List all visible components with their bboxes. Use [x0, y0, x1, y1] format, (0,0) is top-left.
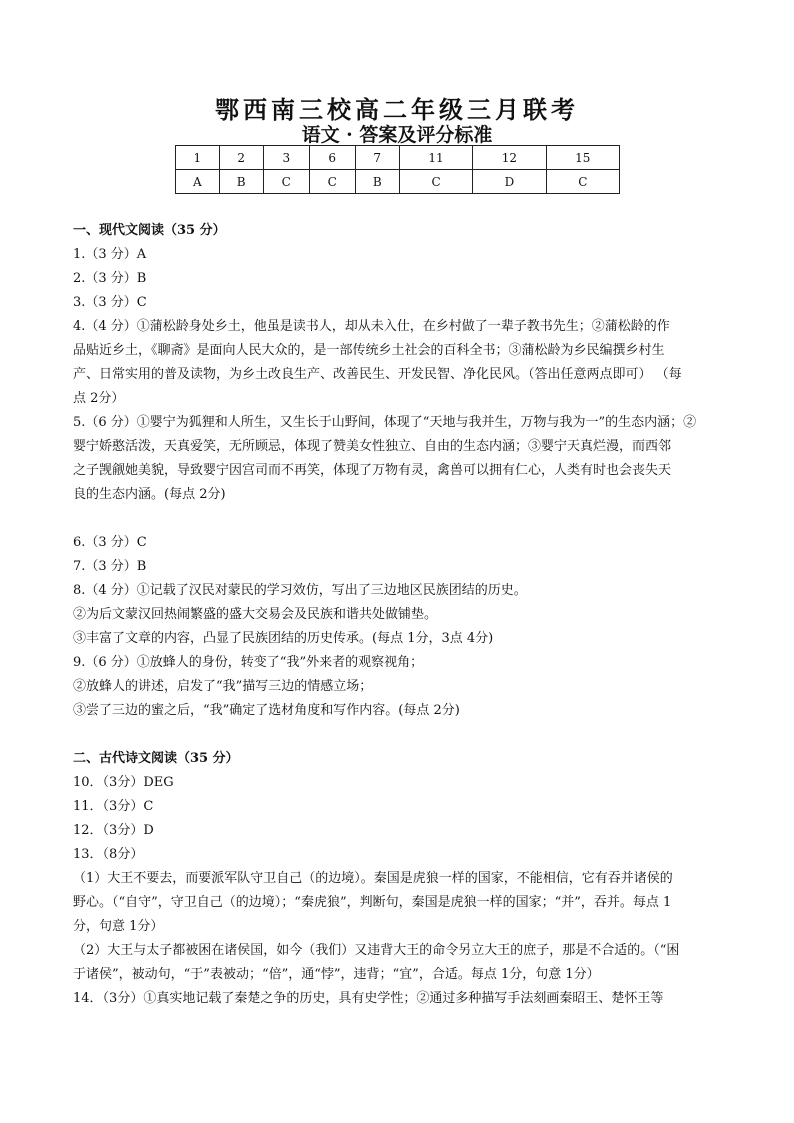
question-number: 11: [399, 146, 472, 170]
answer-table: [175, 145, 620, 194]
answer-letter: B: [219, 170, 263, 194]
answer-letter: C: [309, 170, 355, 194]
answer-q14: 14．（3分）①真实地记载了秦楚之争的历史，具有史学性；②通过多种描写手法刻画秦昭王、楚怀王等: [73, 991, 664, 1006]
spacer: [73, 507, 753, 531]
answer-q13-line: 于诸侯”，被动句，“于”表被动；“倍”，通“悖”，违背；“宜”，合适。每点 1分，句意 1分）: [73, 967, 600, 982]
page-subtitle: 语文 · 答案及评分标准: [301, 124, 493, 146]
answer-q5-line: 5.（6 分）①婴宁为狐狸和人所生，又生长于山野间，体现了“天地与我并生，万物与我为一”的生态内涵；②: [73, 415, 697, 430]
answer-q5-line: 良的生态内涵。(每点 2分): [73, 487, 226, 502]
answer-q6: 6.（3 分）C: [73, 535, 147, 550]
answer-q13-line: （2）大王与太子都被困在诸侯国，如今（我们）又违背大王的命令另立大王的庶子，那是不合适的。（“困: [73, 943, 680, 958]
question-number: 7: [355, 146, 399, 170]
answer-q8-line: ②为后文蒙汉回热闹繁盛的盛大交易会及民族和谐共处做铺垫。: [73, 607, 438, 622]
answer-q13-line: 野心。（“自守”，守卫自己（的边境）；“秦虎狼”，判断句，秦国是虎狼一样的国家；“并”，吞并。每点 1: [73, 895, 672, 910]
answer-q10: 10．（3分）DEG: [73, 775, 174, 790]
answer-q2: 2.（3 分）B: [73, 271, 147, 286]
answer-q3: 3.（3 分）C: [73, 295, 147, 310]
question-number: 6: [309, 146, 355, 170]
answer-letter: D: [473, 170, 546, 194]
answer-letter: C: [263, 170, 309, 194]
answer-letter: B: [355, 170, 399, 194]
answer-q9-line: ②放蜂人的讲述，启发了“我”描写三边的情感立场；: [73, 679, 373, 694]
question-number: 12: [473, 146, 546, 170]
spacer: [73, 723, 753, 747]
section-heading-classical-reading: 二、古代诗文阅读（35 分）: [73, 751, 239, 766]
answer-letter: A: [176, 170, 220, 194]
section-heading-modern-reading: 一、现代文阅读（35 分）: [73, 223, 226, 238]
answer-q8-line: 8.（4 分）①记载了汉民对蒙民的学习效仿，写出了三边地区民族团结的历史。: [73, 583, 527, 598]
answer-q9-line: ③尝了三边的蜜之后，“我”确定了选材角度和写作内容。(每点 2分): [73, 703, 460, 718]
answer-q13-line: 分，句意 1分）: [73, 919, 164, 934]
answer-q4-line: 点 2分）: [73, 391, 125, 406]
answer-q13-line: （1）大王不要去，而要派军队守卫自己（的边境）。秦国是虎狼一样的国家，不能相信，它有吞并诸侯的: [73, 871, 673, 886]
answer-q5-line: 之子觊觎她美貌，导致婴宁因宫司而不再笑，体现了万物有灵，禽兽可以拥有仁心，人类有时也会丧失天: [73, 463, 672, 478]
answer-q9-line: 9.（6 分）①放蜂人的身份，转变了“我”外来者的观察视角；: [73, 655, 424, 670]
answer-table-number-row: [176, 146, 620, 170]
answer-content: [73, 219, 753, 1011]
question-number: 2: [219, 146, 263, 170]
answer-q1: 1.（3 分）A: [73, 247, 147, 262]
answer-letter: C: [399, 170, 472, 194]
question-number: 3: [263, 146, 309, 170]
answer-table-answer-row: [176, 170, 620, 194]
question-number: 1: [176, 146, 220, 170]
answer-q4-line: 品贴近乡土，《聊斋》是面向人民大众的，是一部传统乡土社会的百科全书；③蒲松龄为乡民编撰乡村生: [73, 343, 665, 358]
answer-q12: 12．（3分）D: [73, 823, 154, 838]
question-number: 15: [546, 146, 619, 170]
answer-letter: C: [546, 170, 619, 194]
answer-q4-line: 4.（4 分）①蒲松龄身处乡土，他虽是读书人，却从未入仕，在乡村做了一辈子教书先生；②蒲松龄的作: [73, 319, 670, 334]
page-title: 鄂西南三校高二年级三月联考: [215, 95, 579, 124]
answer-q5-line: 婴宁娇憨活泼，天真爱笑，无所顾忌，体现了赞美女性独立、自由的生态内涵；③婴宁天真烂漫，而西邻: [73, 439, 672, 454]
answer-q11: 11．（3分）C: [73, 799, 154, 814]
answer-q4-line: 产、日常实用的普及读物，为乡土改良生产、改善民生、开发民智、净化民风。（答出任意两点即可） （每: [73, 367, 682, 382]
answer-q8-line: ③丰富了文章的内容，凸显了民族团结的历史传承。(每点 1分，3点 4分): [73, 631, 494, 646]
answer-q7: 7.（3 分）B: [73, 559, 147, 574]
answer-q13: 13．（8分）: [73, 847, 144, 862]
